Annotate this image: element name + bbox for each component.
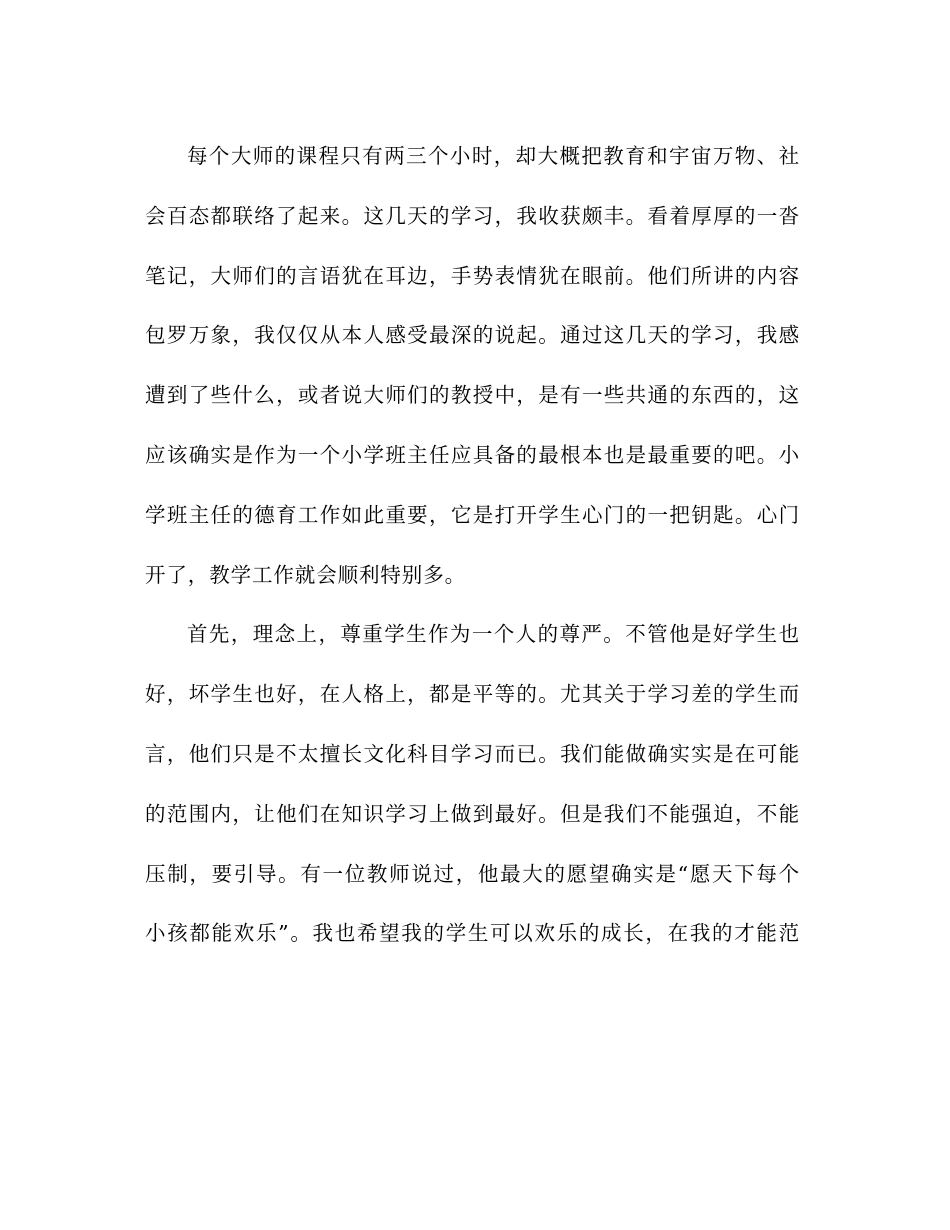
paragraph-line: 每个大师的课程只有两三个小时，却大概把教育和宇宙万物、社 [187,144,800,168]
paragraph-line: 言，他们只是不太擅长文化科目学习而已。我们能做确实实是在可能 [145,741,800,766]
paragraph-line: 包罗万象，我仅仅从本人感受最深的说起。通过这几天的学习，我感 [145,323,800,348]
paragraph-1 [145,127,800,605]
paragraph-2 [145,605,800,964]
paragraph-line: 首先，理念上，尊重学生作为一个人的尊严。不管他是好学生也 [187,622,800,647]
paragraph-line: 学班主任的德育工作如此重要，它是打开学生心门的一把钥匙。心门 [145,502,800,527]
paragraph-line: 遭到了些什么，或者说大师们的教授中，是有一些共通的东西的，这 [145,383,800,408]
document-body [145,127,800,964]
paragraph-line: 好，坏学生也好，在人格上，都是平等的。尤其关于学习差的学生而 [145,682,800,707]
paragraph-line: 开了，教学工作就会顺利特别多。 [145,562,466,587]
paragraph-line: 会百态都联络了起来。这几天的学习，我收获颇丰。看着厚厚的一沓 [145,203,800,228]
paragraph-line: 压制，要引导。有一位教师说过，他最大的愿望确实是“愿天下每个 [145,861,800,886]
paragraph-line: 应该确实是作为一个小学班主任应具备的最根本也是最重要的吧。小 [145,442,800,467]
paragraph-line: 笔记，大师们的言语犹在耳边，手势表情犹在眼前。他们所讲的内容 [145,263,800,288]
paragraph-line: 小孩都能欢乐”。我也希望我的学生可以欢乐的成长，在我的才能范 [145,921,800,946]
paragraph-line: 的范围内，让他们在知识学习上做到最好。但是我们不能强迫，不能 [145,801,800,826]
